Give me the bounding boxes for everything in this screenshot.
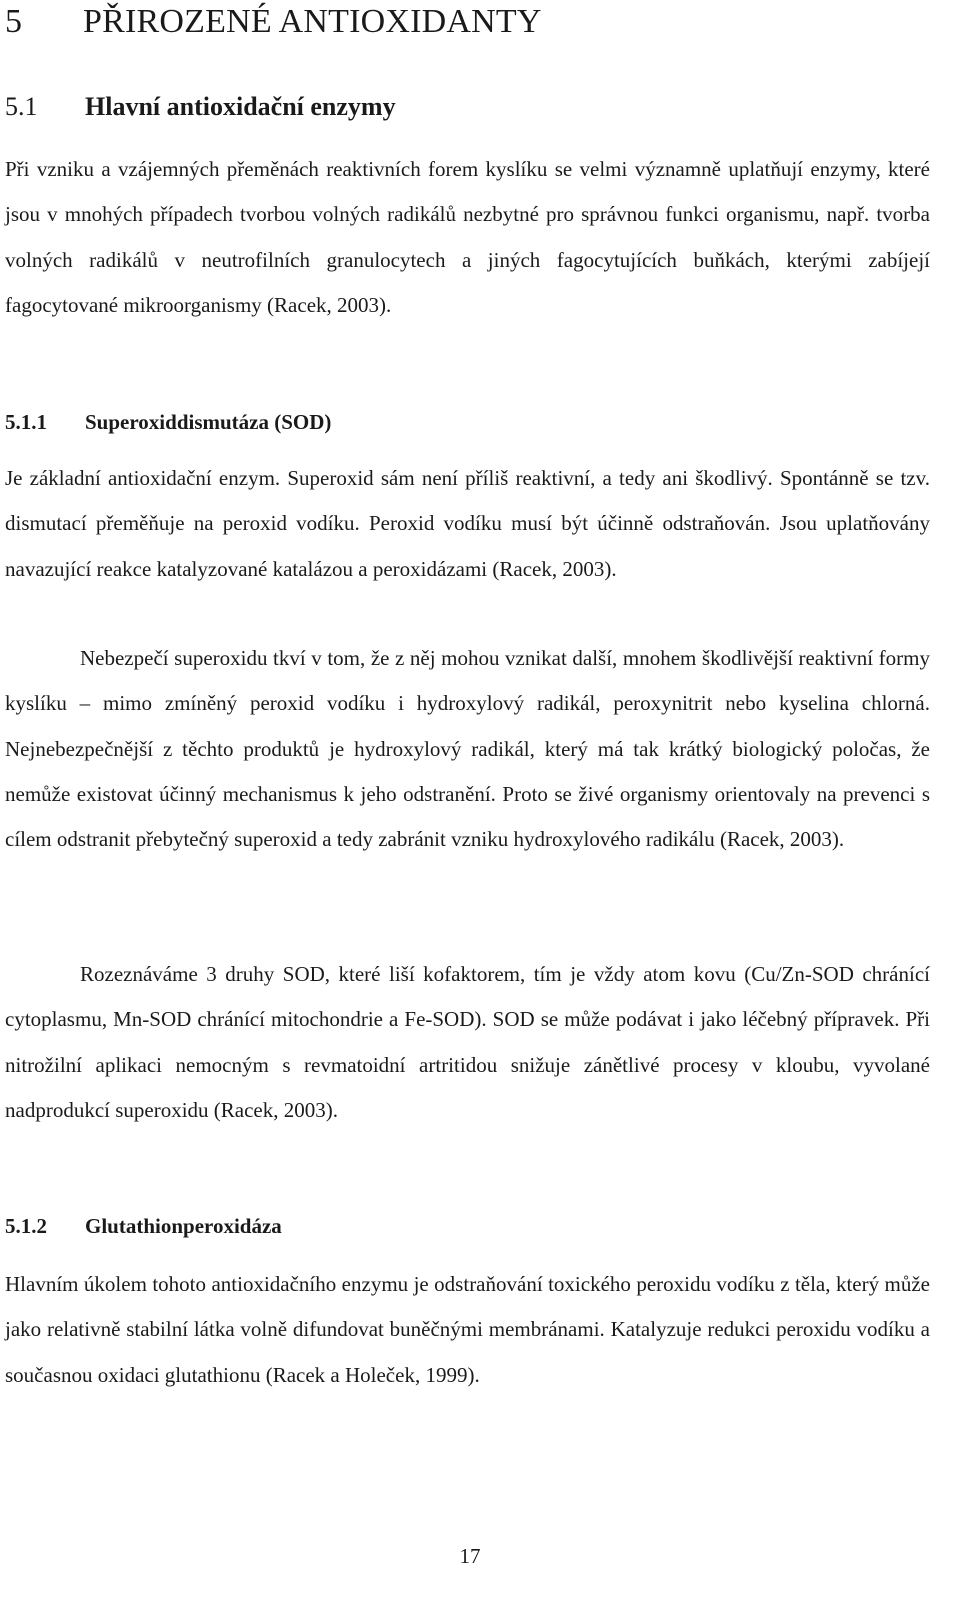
sod-paragraph-3: Rozeznáváme 3 druhy SOD, které liší kofaktorem, tím je vždy atom kovu (Cu/Zn-SOD chránící cytoplasmu, Mn-SOD chránící mitochondrie a Fe-SOD). SOD se může podávat i jako léčebný přípravek. Při nitrožilní aplikaci nemocným s revmatoidní artritidou snižuje zánětlivé procesy v kloubu, vyvolané nadprodukcí superoxidu (Racek, 2003).	[5, 962, 930, 1122]
sod-paragraph-1: Je základní antioxidační enzym. Superoxid sám není příliš reaktivní, a tedy ani škodlivý. Spontánně se tzv. dismutací přeměňuje na peroxid vodíku. Peroxid vodíku musí být účinně odstraňován. Jsou uplatňovány navazující reakce katalyzované katalázou a peroxidázami (Racek, 2003).	[5, 466, 930, 581]
subsection-title: Glutathionperoxidáza	[85, 1214, 282, 1238]
chapter-number: 5	[5, 3, 23, 40]
page-number: 17	[459, 1544, 481, 1568]
subsection-heading-sod	[5, 404, 331, 440]
sod-paragraph-2: Nebezpečí superoxidu tkví v tom, že z něj mohou vznikat další, mnohem škodlivější reaktivní formy kyslíku – mimo zmíněný peroxid vodíku i hydroxylový radikál, peroxynitrit nebo kyselina chlorná. Nejnebezpečnější z těchto produktů je hydroxylový radikál, který má tak krátký biologický poločas, že nemůže existovat účinný mechanismus k jeho odstranění. Proto se živé organismy orientovaly na prevenci s cílem odstranit přebytečný superoxid a tedy zabránit vzniku hydroxylového radikálu (Racek, 2003).	[5, 646, 930, 852]
chapter-title: PŘIROZENÉ ANTIOXIDANTY	[83, 3, 542, 40]
gpx-paragraph: Hlavním úkolem tohoto antioxidačního enzymu je odstraňování toxického peroxidu vodíku z těla, který může jako relativně stabilní látka volně difundovat buněčnými membránami. Katalyzuje redukci peroxidu vodíku a současnou oxidaci glutathionu (Racek a Holeček, 1999).	[5, 1272, 930, 1387]
chapter-heading	[5, 0, 542, 44]
document-page	[5, 0, 930, 1614]
section-heading	[5, 85, 396, 129]
subsection-title: Superoxiddismutáza (SOD)	[85, 410, 332, 434]
subsection-number: 5.1.1	[5, 410, 47, 434]
section-number: 5.1	[5, 92, 38, 121]
section-title: Hlavní antioxidační enzymy	[85, 92, 396, 121]
section-intro-paragraph: Při vzniku a vzájemných přeměnách reaktivních forem kyslíku se velmi významně uplatňují enzymy, které jsou v mnohých případech tvorbou volných radikálů nezbytné pro správnou funkci organismu, např. tvorba volných radikálů v neutrofilních granulocytech a jiných fagocytujících buňkách, kterými zabíjejí fagocytované mikroorganismy (Racek, 2003).	[5, 157, 930, 317]
subsection-number: 5.1.2	[5, 1214, 47, 1238]
subsection-heading-gpx	[5, 1208, 282, 1244]
